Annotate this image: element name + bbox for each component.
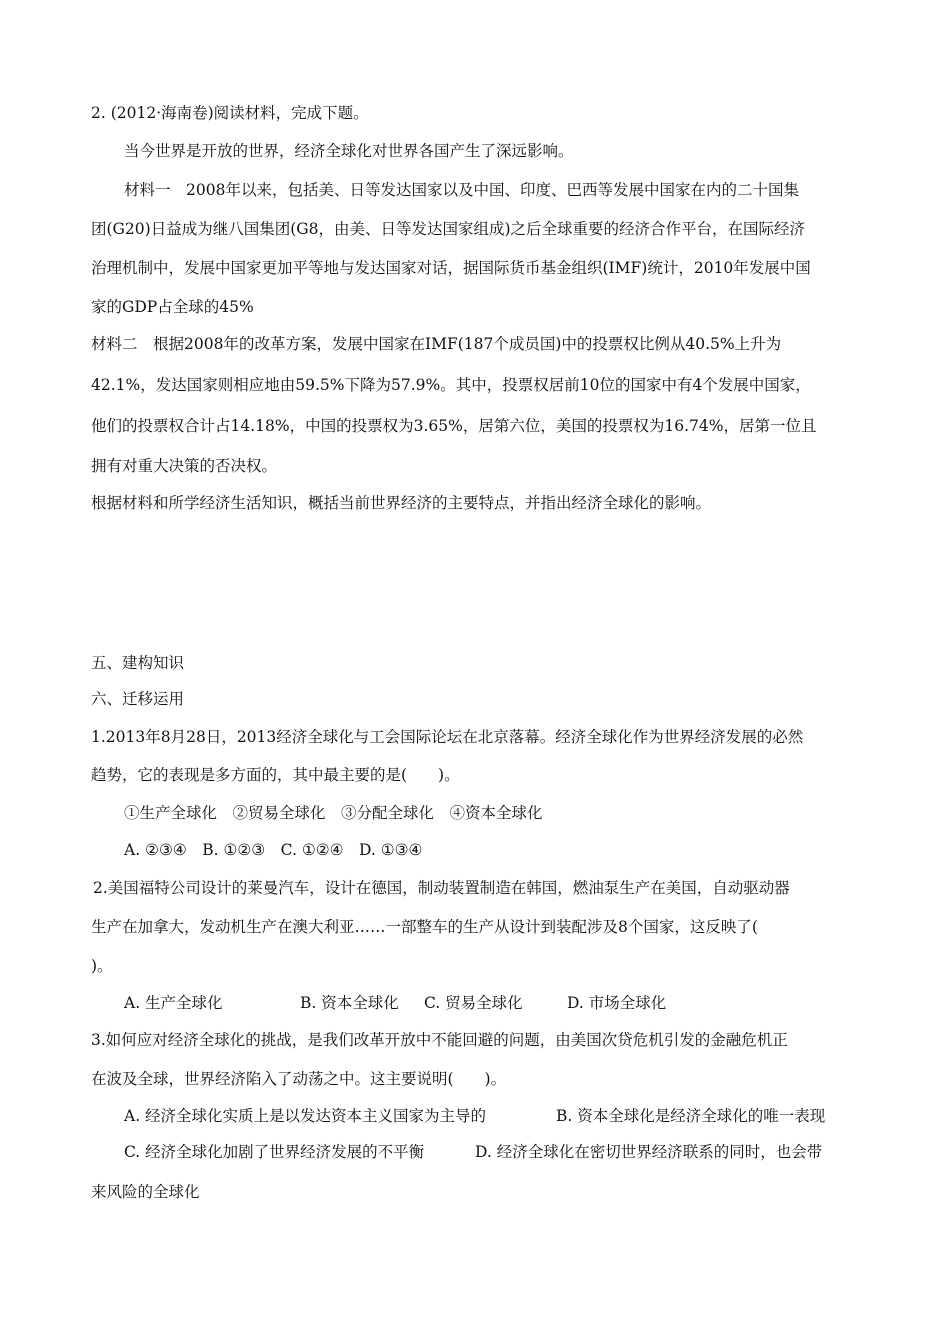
material-1-line-4: 家的GDP占全球的45% xyxy=(91,298,254,316)
exercise-3-option-d-cont: 来风险的全球化 xyxy=(91,1183,200,1201)
exercise-1-line-1: 1.2013年8月28日，2013经济全球化与工会国际论坛在北京落幕。经济全球化作为世界经济发展的必然 xyxy=(91,728,804,746)
exercise-2-option-d: D. 市场全球化 xyxy=(567,994,667,1012)
exercise-3-option-a: A. 经济全球化实质上是以发达资本主义国家为主导的 xyxy=(124,1107,487,1125)
exercise-3-option-c: C. 经济全球化加剧了世界经济发展的不平衡 xyxy=(124,1143,425,1161)
exercise-2-line-3: )。 xyxy=(91,957,113,975)
material-2-line-3: 他们的投票权合计占14.18%，中国的投票权为3.65%，居第六位，美国的投票权为16.74%，居第一位且 xyxy=(91,417,817,435)
question-2-prompt: 根据材料和所学经济生活知识，概括当前世界经济的主要特点，并指出经济全球化的影响。 xyxy=(91,494,712,512)
exercise-3-line-2: 在波及全球，世界经济陷入了动荡之中。这主要说明( )。 xyxy=(91,1070,507,1088)
section-6-heading: 六、迁移运用 xyxy=(91,690,185,708)
exercise-3-option-b: B. 资本全球化是经济全球化的唯一表现 xyxy=(556,1107,826,1125)
material-1-line-1: 材料一 2008年以来，包括美、日等发达国家以及中国、印度、巴西等发展中国家在内的二十国集 xyxy=(124,181,799,199)
exercise-1-line-2: 趋势，它的表现是多方面的，其中最主要的是( )。 xyxy=(91,766,460,784)
material-1-line-2: 团(G20)日益成为继八国集团(G8，由美、日等发达国家组成)之后全球重要的经济合作平台，在国际经济 xyxy=(91,220,806,238)
question-2-intro: 当今世界是开放的世界，经济全球化对世界各国产生了深远影响。 xyxy=(124,142,574,160)
exercise-2-option-a: A. 生产全球化 xyxy=(124,994,223,1012)
material-2-line-4: 拥有对重大决策的否决权。 xyxy=(91,457,278,475)
exercise-2-option-b: B. 资本全球化 xyxy=(300,994,399,1012)
section-5-heading: 五、建构知识 xyxy=(91,654,185,672)
exercise-3-option-d: D. 经济全球化在密切世界经济联系的同时，也会带 xyxy=(475,1143,823,1161)
exercise-2-line-2: 生产在加拿大，发动机生产在澳大利亚……一部整车的生产从设计到装配涉及8个国家，这反映了( xyxy=(91,918,758,936)
material-2-line-2: 42.1%，发达国家则相应地由59.5%下降为57.9%。其中，投票权居前10位的国家中有4个发展中国家， xyxy=(91,376,811,394)
exercise-1-options: A. ②③④ B. ①②③ C. ①②④ D. ①③④ xyxy=(124,841,423,859)
exercise-3-line-1: 3.如何应对经济全球化的挑战，是我们改革开放中不能回避的问题，由美国次贷危机引发的金融危机正 xyxy=(91,1031,788,1049)
material-1-line-3: 治理机制中，发展中国家更加平等地与发达国家对话，据国际货币基金组织(IMF)统计，2010年发展中国 xyxy=(91,259,811,277)
question-2-title: 2. (2012·海南卷)阅读材料，完成下题。 xyxy=(91,104,369,122)
exercise-1-items: ①生产全球化 ②贸易全球化 ③分配全球化 ④资本全球化 xyxy=(124,804,543,822)
exercise-2-option-c: C. 贸易全球化 xyxy=(424,994,523,1012)
material-2-line-1: 材料二 根据2008年的改革方案，发展中国家在IMF(187个成员国)中的投票权比例从40.5%上升为 xyxy=(91,335,782,353)
exercise-2-line-1: 2.美国福特公司设计的莱曼汽车，设计在德国，制动装置制造在韩国，燃油泵生产在美国，自动驱动器 xyxy=(93,879,790,897)
